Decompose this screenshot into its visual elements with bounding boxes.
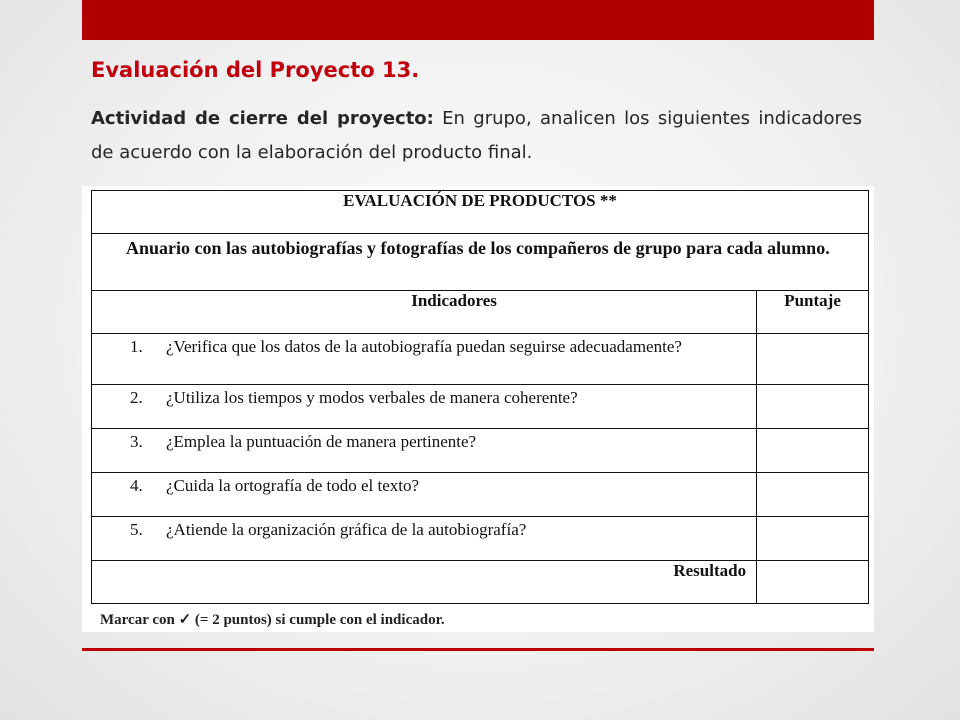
- slide-title: Evaluación del Proyecto 13.: [91, 58, 420, 82]
- indicator-row: [92, 473, 869, 517]
- product-description: Anuario con las autobiografías y fotografías de los compañeros de grupo para cada alumno.: [126, 238, 830, 258]
- result-row: [92, 561, 869, 604]
- evaluation-table: [91, 190, 869, 604]
- footnote: Marcar con ✓ (= 2 puntos) si cumple con el indicador.: [100, 612, 445, 628]
- indicator-number: 4.: [130, 476, 143, 495]
- indicator-text: ¿Utiliza los tiempos y modos verbales de manera coherente?: [166, 388, 578, 407]
- score-cell[interactable]: [757, 429, 869, 473]
- indicator-text: ¿Cuida la ortografía de todo el texto?: [166, 476, 420, 495]
- score-cell[interactable]: [757, 385, 869, 429]
- indicator-text: ¿Emplea la puntuación de manera pertinente?: [166, 432, 477, 451]
- indicator-row: [92, 334, 869, 385]
- indicator-number: 3.: [130, 432, 143, 451]
- score-cell[interactable]: [757, 517, 869, 561]
- score-cell[interactable]: [757, 473, 869, 517]
- product-row: [92, 234, 869, 291]
- score-cell[interactable]: [757, 334, 869, 385]
- col-indicadores-header: Indicadores: [92, 291, 757, 334]
- indicator-number: 1.: [130, 337, 143, 356]
- evaluation-table-image: [82, 186, 874, 632]
- top-accent-bar: [82, 0, 874, 40]
- intro-bold-label: Actividad de cierre del proyecto:: [91, 108, 434, 129]
- col-puntaje-header: Puntaje: [757, 291, 869, 334]
- indicator-row: [92, 385, 869, 429]
- intro-paragraph: [91, 102, 862, 170]
- column-header-row: [92, 291, 869, 334]
- table-heading: EVALUACIÓN DE PRODUCTOS **: [92, 191, 869, 234]
- bottom-accent-line: [82, 648, 874, 651]
- indicator-text: ¿Verifica que los datos de la autobiografía puedan seguirse adecuadamente?: [166, 337, 682, 356]
- intro-text: En grupo, analicen los siguientes indicadores de acuerdo con la elaboración del producto final.: [91, 108, 862, 163]
- indicator-number: 2.: [130, 388, 143, 407]
- indicator-row: [92, 517, 869, 561]
- indicator-number: 5.: [130, 520, 143, 539]
- result-score-cell[interactable]: [757, 561, 869, 604]
- table-heading-row: [92, 191, 869, 234]
- indicator-row: [92, 429, 869, 473]
- result-label: Resultado: [92, 561, 757, 604]
- indicator-text: ¿Atiende la organización gráfica de la autobiografía?: [166, 520, 527, 539]
